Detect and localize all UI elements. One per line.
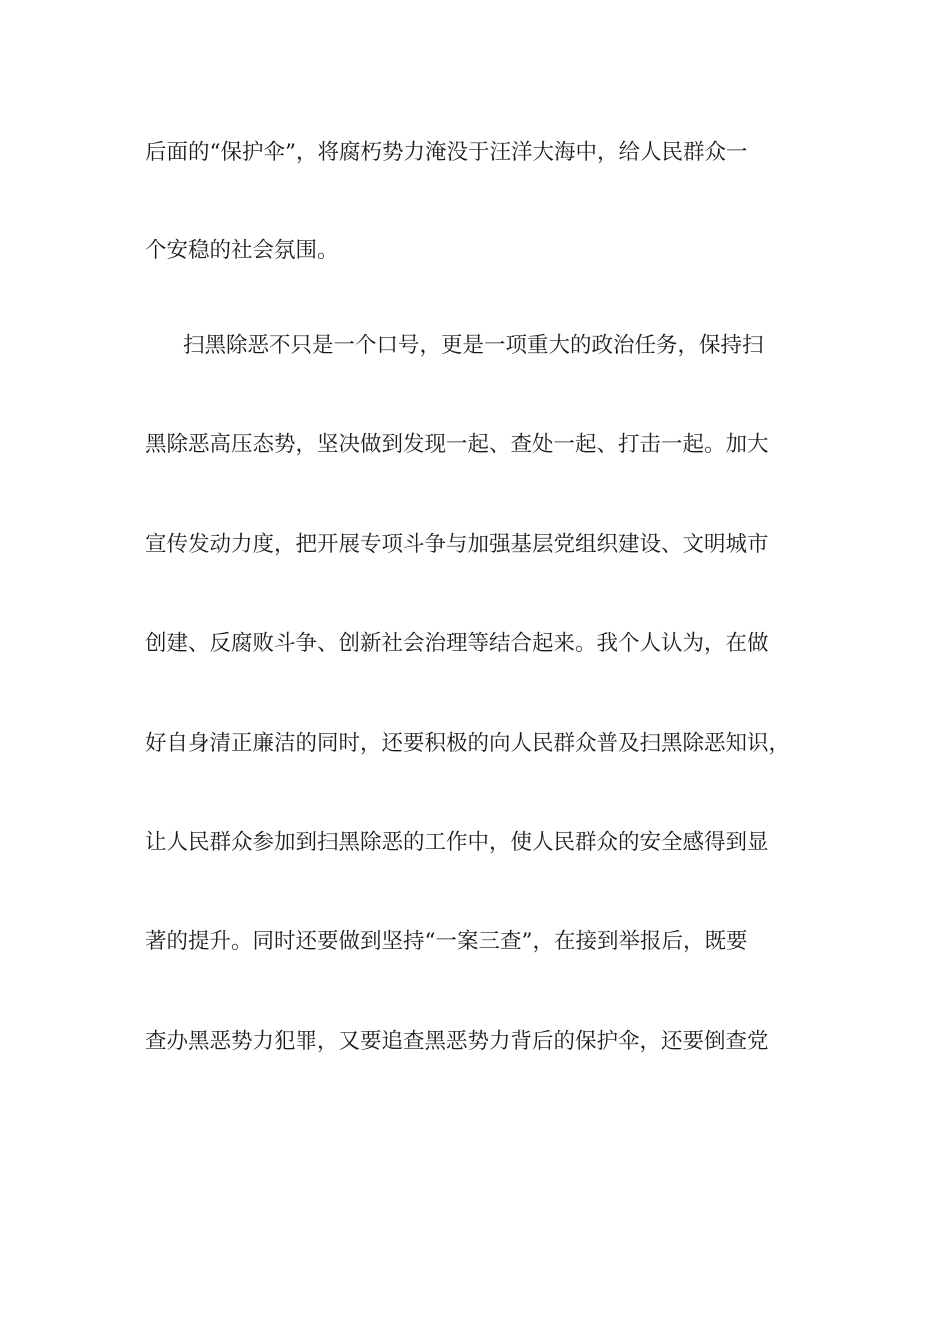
text-line-3-paragraph-start: 扫黑除恶不只是一个口号，更是一项重大的政治任务，保持扫 (183, 333, 764, 358)
text-line-2: 个安稳的社会氛围。 (145, 238, 339, 263)
text-line-7: 好自身清正廉洁的同时，还要积极的向人民群众普及扫黑除恶知识， (145, 731, 791, 756)
text-line-10: 查办黑恶势力犯罪，又要追查黑恶势力背后的保护伞，还要倒查党 (145, 1029, 769, 1054)
text-line-9: 著的提升。同时还要做到坚持“一案三查”，在接到举报后，既要 (145, 929, 748, 954)
text-line-5: 宣传发动力度，把开展专项斗争与加强基层党组织建设、文明城市 (145, 532, 769, 557)
text-line-6: 创建、反腐败斗争、创新社会治理等结合起来。我个人认为，在做 (145, 631, 769, 656)
text-line-4: 黑除恶高压态势，坚决做到发现一起、查处一起、打击一起。加大 (145, 432, 769, 457)
text-line-8: 让人民群众参加到扫黑除恶的工作中，使人民群众的安全感得到显 (145, 830, 769, 855)
text-line-1: 后面的“保护伞”，将腐朽势力淹没于汪洋大海中，给人民群众一 (145, 140, 748, 165)
